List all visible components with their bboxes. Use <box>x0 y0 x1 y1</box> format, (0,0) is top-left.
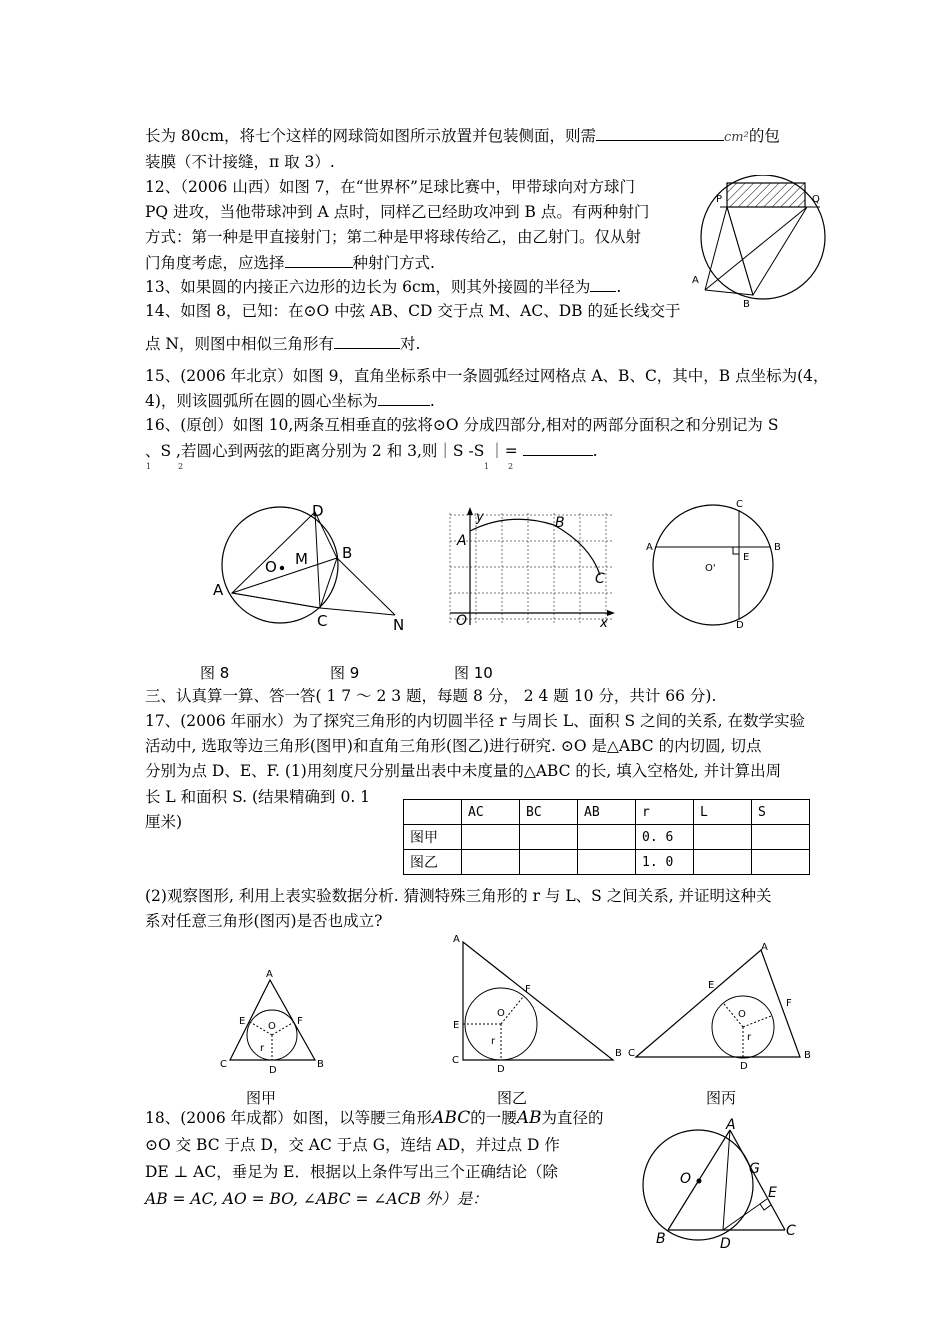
svg-text:E: E <box>239 1016 246 1027</box>
svg-text:r: r <box>491 1036 496 1047</box>
svg-text:F: F <box>525 984 531 995</box>
figure-7 <box>685 175 835 310</box>
svg-text:A: A <box>646 542 653 553</box>
cell-yi-ac[interactable] <box>462 850 520 875</box>
svg-text:O: O <box>738 1009 746 1020</box>
q16-line-2: 、S ,若圆心到两弦的距离分别为 2 和 3,则｜S -S ｜= . <box>145 442 598 460</box>
sub-1-b: 1 <box>484 462 490 471</box>
measurement-table <box>403 799 810 875</box>
svg-text:y: y <box>476 510 484 525</box>
q14-line-1: 14、如图 8，已知：在⊙O 中弦 AB、CD 交于点 M、AC、DB 的延长线交于 <box>145 302 681 320</box>
line-2: 装膜（不计接缝，π 取 3）. <box>145 153 335 171</box>
q17-line-1: 17、(2006 年丽水）为了探究三角形的内切圆半径 r 与周长 L、面积 S 之间的关系, 在数学实验 <box>145 712 805 730</box>
svg-text:P: P <box>716 194 723 205</box>
svg-text:B: B <box>317 1059 324 1070</box>
caption-fig-9: 图 9 <box>330 664 360 682</box>
q17-line-5: 厘米) <box>145 813 183 831</box>
svg-text:M: M <box>295 550 308 568</box>
svg-text:O: O <box>680 1171 692 1187</box>
svg-text:O: O <box>265 558 277 576</box>
svg-text:r: r <box>260 1043 265 1054</box>
svg-text:B: B <box>743 299 750 310</box>
svg-text:N: N <box>393 616 405 634</box>
svg-text:B: B <box>555 515 565 531</box>
svg-text:Q: Q <box>812 194 820 205</box>
q12-line-4: 门角度考虑，应选择 种射门方式. <box>145 254 435 272</box>
svg-text:F: F <box>297 1016 303 1027</box>
svg-text:C: C <box>595 571 605 587</box>
q18-line-3: DE ⊥ AC，垂足为 E．根据以上条件写出三个正确结论（除 <box>145 1163 558 1181</box>
svg-text:A: A <box>726 1117 736 1133</box>
svg-text:O: O <box>497 1008 505 1019</box>
svg-text:B: B <box>774 542 781 553</box>
figure-q18 <box>640 1117 810 1252</box>
q17-line-7: 系对任意三角形(图丙)是否也成立? <box>145 912 383 930</box>
svg-text:D: D <box>720 1236 731 1252</box>
svg-text:B: B <box>804 1050 811 1061</box>
cell-jia-bc[interactable] <box>520 825 578 850</box>
cell-yi-l[interactable] <box>694 850 752 875</box>
cell-jia-l[interactable] <box>694 825 752 850</box>
q12-line-1: 12、（2006 山西）如图 7，在“世界杯”足球比赛中，甲带球向对方球门 <box>145 178 635 196</box>
svg-text:B: B <box>615 1048 622 1059</box>
q18-line-1: 18、(2006 年成都）如图，以等腰三角形ABC的一腰AB为直径的 <box>145 1108 604 1128</box>
svg-text:O': O' <box>705 563 716 574</box>
svg-text:C: C <box>736 499 743 510</box>
svg-text:r: r <box>747 1032 752 1043</box>
svg-text:A: A <box>453 934 460 945</box>
svg-text:A: A <box>213 581 224 599</box>
table-row: 图乙 1. 0 <box>404 850 810 875</box>
figure-9 <box>440 505 620 630</box>
q17-line-2: 活动中, 选取等边三角形(图甲)和直角三角形(图乙)进行研究. ⊙O 是△ABC 的内切圆, 切点 <box>145 737 762 755</box>
figure-8 <box>205 500 420 635</box>
svg-text:O: O <box>456 613 468 629</box>
cell-jia-ab[interactable] <box>578 825 636 850</box>
cell-jia-s[interactable] <box>752 825 810 850</box>
q15-line-1: 15、(2006 年北京）如图 9，直角坐标系中一条圆弧经过网格点 A、B、C，其中，B 点坐标为(4， <box>145 367 829 385</box>
figure-10 <box>645 497 790 632</box>
svg-text:E: E <box>453 1020 460 1031</box>
q12-line-3: 方式：第一种是甲直接射门；第二种是甲将球传给乙，由乙射门。仅从射 <box>145 228 642 246</box>
svg-text:D: D <box>497 1064 505 1072</box>
q17-line-4: 长 L 和面积 S. (结果精确到 0. 1 <box>145 788 371 806</box>
svg-text:E: E <box>743 552 750 563</box>
svg-text:D: D <box>269 1065 277 1075</box>
q17-line-3: 分别为点 D、E、F. (1)用刻度尺分别量出表中未度量的△ABC 的长, 填入空格处, 并计算出周 <box>145 762 782 780</box>
svg-text:x: x <box>600 616 608 630</box>
svg-text:A: A <box>761 942 768 953</box>
cell-yi-s[interactable] <box>752 850 810 875</box>
svg-text:E: E <box>708 980 715 991</box>
svg-text:C: C <box>452 1055 459 1066</box>
sub-2-a: 2 <box>178 462 184 471</box>
svg-text:B: B <box>342 544 353 562</box>
q18-line-2: ⊙O 交 BC 于点 D，交 AC 于点 G，连结 AD，并过点 D 作 <box>145 1136 560 1154</box>
q12-line-2: PQ 进攻，当他带球冲到 A 点时，同样乙已经助攻冲到 B 点。有两种射门 <box>145 203 650 221</box>
sub-2-b: 2 <box>508 462 514 471</box>
svg-text:D: D <box>740 1061 748 1072</box>
svg-text:B: B <box>656 1231 666 1247</box>
svg-text:G: G <box>749 1161 760 1177</box>
svg-text:C: C <box>317 612 328 630</box>
q16-line-1: 16、(原创）如图 10,两条互相垂直的弦将⊙O 分成四部分,相对的两部分面积之和分别记为 S <box>145 416 779 434</box>
q18-line-4: AB = AC, AO = BO, ∠ABC = ∠ACB 外）是： <box>145 1190 488 1208</box>
caption-yi: 图乙 <box>497 1089 528 1107</box>
cell-yi-bc[interactable] <box>520 850 578 875</box>
svg-text:D: D <box>312 502 324 520</box>
q15-line-2: 4)，则该圆弧所在圆的圆心坐标为 . <box>145 392 435 410</box>
figure-bing <box>628 940 818 1072</box>
caption-fig-10: 图 10 <box>454 664 493 682</box>
svg-text:F: F <box>786 998 792 1009</box>
svg-text:A: A <box>457 533 467 549</box>
svg-text:E: E <box>768 1185 777 1201</box>
figure-jia <box>215 965 330 1075</box>
section-3-heading: 三、认真算一算、答一答( 1 7 ～ 2 3 题，每题 8 分， 2 4 题 10 分，共计 66 分). <box>145 687 717 705</box>
svg-text:A: A <box>692 275 699 286</box>
table-row: 图甲 0. 6 <box>404 825 810 850</box>
caption-jia: 图甲 <box>246 1089 277 1107</box>
q17-line-6: (2)观察图形, 利用上表实验数据分析. 猜测特殊三角形的 r 与 L、S 之间关系, 并证明这种关 <box>145 887 772 905</box>
svg-text:A: A <box>266 969 273 980</box>
q13-line: 13、如果圆的内接正六边形的边长为 6cm，则其外接圆的半径为 . <box>145 278 622 296</box>
svg-text:C: C <box>220 1059 227 1070</box>
cell-yi-ab[interactable] <box>578 850 636 875</box>
svg-text:C: C <box>786 1223 796 1239</box>
q14-line-2: 点 N，则图中相似三角形有 对. <box>145 335 421 353</box>
svg-text:O: O <box>268 1021 276 1032</box>
caption-bing: 图丙 <box>706 1089 737 1107</box>
figure-yi <box>445 932 630 1072</box>
cell-jia-ac[interactable] <box>462 825 520 850</box>
caption-fig-8: 图 8 <box>200 664 230 682</box>
svg-text:C: C <box>628 1048 635 1059</box>
sub-1-a: 1 <box>146 462 152 471</box>
table-header-row: AC BC AB r L S <box>404 800 810 825</box>
line-1: 长为 80cm，将七个这样的网球筒如图所示放置并包装侧面，则需 cm²的包 <box>145 127 780 145</box>
svg-text:D: D <box>736 620 744 631</box>
